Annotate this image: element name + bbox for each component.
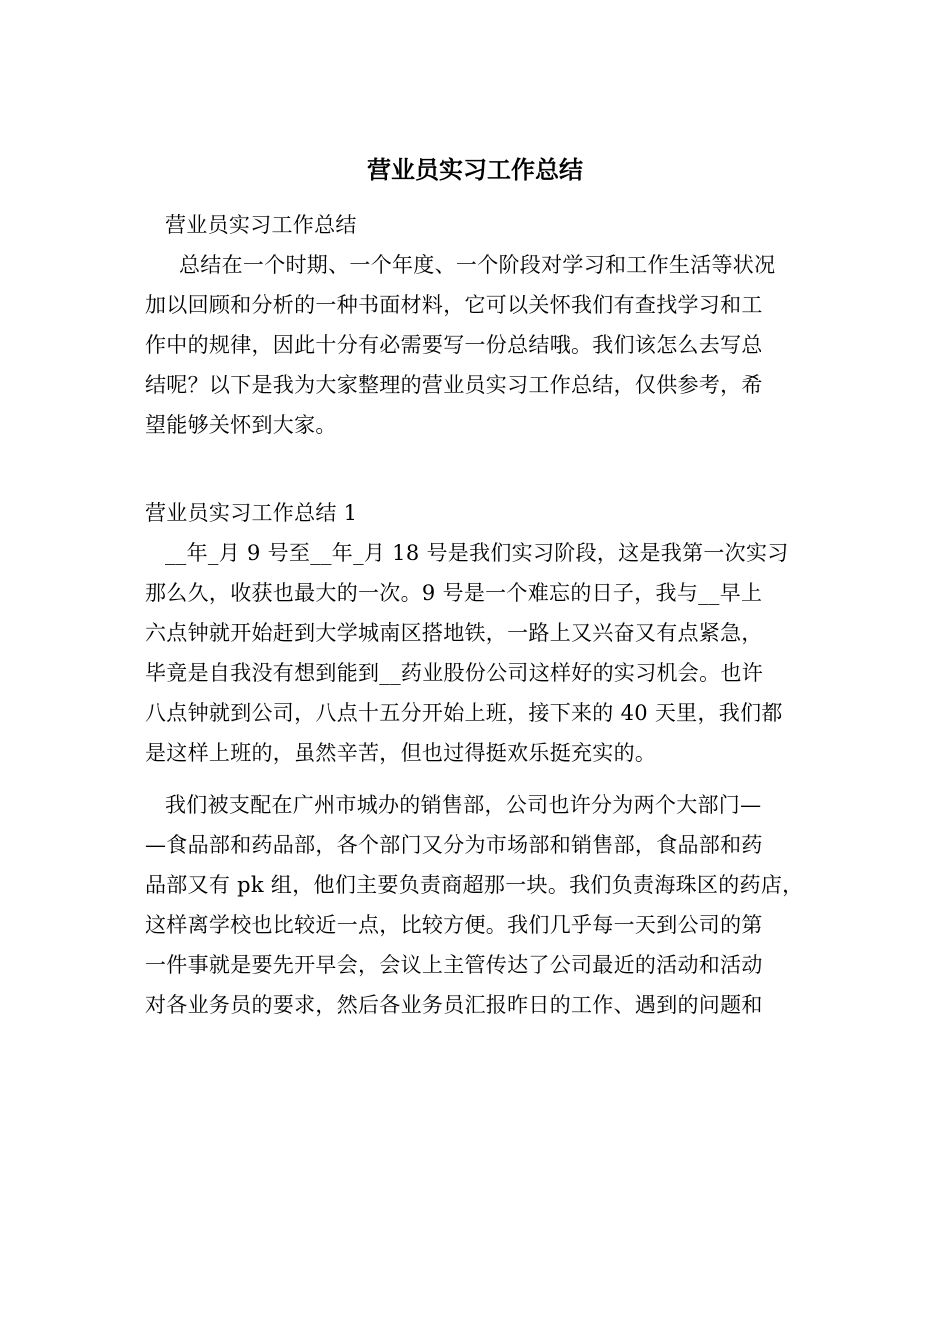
paragraph-line: 我们被支配在广州市城办的销售部，公司也许分为两个大部门— xyxy=(165,793,762,817)
paragraph-1 xyxy=(145,533,810,773)
paragraph-spacer xyxy=(145,773,810,785)
intro-paragraph xyxy=(145,245,810,445)
paragraph-line: 毕竟是自我没有想到能到__药业股份公司这样好的实习机会。也许 xyxy=(145,661,763,685)
intro-line: 望能够关怀到大家。 xyxy=(145,413,337,437)
paragraph-line: 八点钟就到公司，八点十五分开始上班，接下来的 40 天里，我们都 xyxy=(145,701,783,725)
paragraph-line: 对各业务员的要求，然后各业务员汇报昨日的工作、遇到的问题和 xyxy=(145,993,763,1017)
document-title: 营业员实习工作总结 xyxy=(367,156,583,184)
paragraph-line: 品部又有 pk 组，他们主要负责商超那一块。我们负责海珠区的药店， xyxy=(145,873,804,897)
paragraph-line: 是这样上班的，虽然辛苦，但也过得挺欢乐挺充实的。 xyxy=(145,741,657,765)
section-heading: 营业员实习工作总结 1 xyxy=(145,501,358,525)
intro-line: 结呢？以下是我为大家整理的营业员实习工作总结，仅供参考，希 xyxy=(145,373,763,397)
paragraph-2 xyxy=(145,785,810,1025)
paragraph-line: 六点钟就开始赶到大学城南区搭地铁，一路上又兴奋又有点紧急， xyxy=(145,621,763,645)
paragraph-line: —食品部和药品部，各个部门又分为市场部和销售部，食品部和药 xyxy=(145,833,763,857)
document-subtitle: 营业员实习工作总结 xyxy=(165,213,357,237)
paragraph-line: 这样离学校也比较近一点，比较方便。我们几乎每一天到公司的第 xyxy=(145,913,763,937)
intro-line: 作中的规律，因此十分有必需要写一份总结哦。我们该怎么去写总 xyxy=(145,333,763,357)
paragraph-line: 那么久，收获也最大的一次。9 号是一个难忘的日子，我与__早上 xyxy=(145,581,763,605)
paragraph-line: __年_月 9 号至__年_月 18 号是我们实习阶段，这是我第一次实习 xyxy=(165,541,789,565)
paragraph-spacer xyxy=(145,445,810,493)
paragraph-line: 一件事就是要先开早会，会议上主管传达了公司最近的活动和活动 xyxy=(145,953,763,977)
document-body xyxy=(145,205,810,1025)
intro-line: 加以回顾和分析的一种书面材料，它可以关怀我们有查找学习和工 xyxy=(145,293,763,317)
intro-line: 总结在一个时期、一个年度、一个阶段对学习和工作生活等状况 xyxy=(179,253,776,277)
